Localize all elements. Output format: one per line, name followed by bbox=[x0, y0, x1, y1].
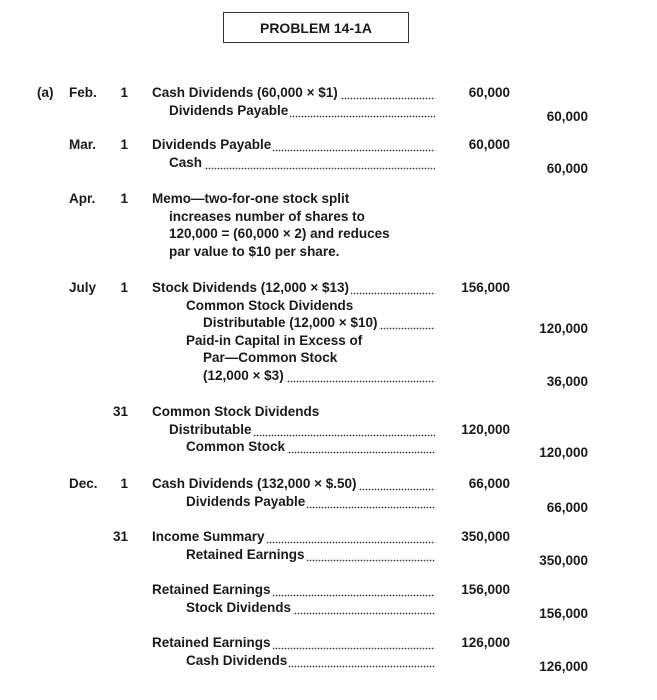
credit-amount: 36,000 bbox=[546, 374, 588, 389]
debit-amount: 66,000 bbox=[468, 476, 510, 491]
problem-title: PROBLEM 14-1A bbox=[223, 12, 409, 43]
entry-description bbox=[186, 546, 435, 563]
entry-description bbox=[152, 475, 435, 492]
credit-amount: 120,000 bbox=[539, 445, 588, 461]
entry-description bbox=[152, 136, 435, 153]
debit-amount: 120,000 bbox=[461, 421, 510, 437]
entry-day: 1 bbox=[120, 476, 128, 491]
entry-description-text: Cash bbox=[169, 154, 203, 170]
credit-amount: 60,000 bbox=[546, 160, 588, 176]
entry-description-text: Retained Earnings bbox=[152, 635, 271, 650]
debit-amount: 156,000 bbox=[461, 582, 510, 597]
entry-description-text: (12,000 × $3) bbox=[203, 368, 284, 383]
debit-amount: 60,000 bbox=[468, 137, 510, 152]
entry-description-text: Common Stock Dividends bbox=[152, 404, 320, 419]
entry-month: Apr. bbox=[69, 191, 96, 206]
entry-day: 1 bbox=[120, 280, 128, 295]
entry-description-text: 120,000 = (60,000 × 2) and reduces bbox=[169, 226, 390, 242]
entry-description bbox=[152, 190, 349, 207]
credit-amount: 60,000 bbox=[546, 108, 588, 124]
entry-description bbox=[186, 438, 435, 455]
entry-description bbox=[169, 421, 435, 438]
part-label: (a) bbox=[37, 85, 54, 100]
entry-description-text: Memo—two-for-one stock split bbox=[152, 191, 350, 206]
debit-amount: 126,000 bbox=[461, 635, 510, 650]
entry-month: July bbox=[69, 280, 97, 295]
entry-description bbox=[169, 102, 435, 119]
entry-description-text: Paid-in Capital in Excess of bbox=[186, 332, 363, 348]
credit-amount: 66,000 bbox=[546, 499, 588, 515]
entry-day: 1 bbox=[120, 137, 128, 152]
entry-description bbox=[186, 599, 435, 616]
entry-description-text: Dividends Payable bbox=[186, 493, 306, 509]
entry-description bbox=[203, 314, 435, 331]
entry-description-text: Common Stock Dividends bbox=[186, 297, 354, 313]
debit-amount: 60,000 bbox=[468, 85, 510, 100]
credit-amount: 120,000 bbox=[539, 321, 588, 337]
entry-description bbox=[169, 208, 365, 225]
entry-description-text: Distributable bbox=[169, 421, 252, 437]
entry-day: 1 bbox=[120, 85, 128, 100]
entry-description-text: Cash Dividends (60,000 × $1) bbox=[152, 85, 338, 100]
entry-description-text: Cash Dividends (132,000 × $.50) bbox=[152, 476, 357, 491]
entry-description bbox=[152, 403, 319, 420]
debit-amount: 156,000 bbox=[461, 280, 510, 295]
credit-amount: 156,000 bbox=[539, 605, 588, 621]
entry-day: 1 bbox=[120, 191, 128, 206]
entry-description-text: Stock Dividends bbox=[186, 599, 292, 615]
entry-description-text: Income Summary bbox=[152, 529, 265, 544]
entry-description bbox=[152, 634, 435, 651]
debit-amount: 350,000 bbox=[461, 529, 510, 544]
entry-description bbox=[203, 349, 337, 366]
entry-description bbox=[186, 297, 353, 314]
credit-amount: 126,000 bbox=[539, 658, 588, 674]
entry-description bbox=[152, 528, 435, 545]
entry-month: Dec. bbox=[69, 476, 98, 491]
entry-description bbox=[169, 154, 435, 171]
entry-description-text: par value to $10 per share. bbox=[169, 243, 340, 259]
entry-month: Mar. bbox=[69, 137, 97, 152]
entry-description bbox=[152, 581, 435, 598]
entry-description bbox=[152, 84, 435, 101]
entry-description-text: Retained Earnings bbox=[152, 582, 271, 597]
entry-description bbox=[152, 279, 435, 296]
entry-description bbox=[186, 332, 362, 349]
entry-description-text: Retained Earnings bbox=[186, 546, 305, 562]
entry-description bbox=[169, 225, 390, 242]
entry-description-text: Dividends Payable bbox=[169, 102, 289, 118]
entry-description-text: Stock Dividends (12,000 × $13) bbox=[152, 280, 349, 295]
entry-day: 31 bbox=[112, 404, 128, 419]
entry-description-text: Dividends Payable bbox=[152, 137, 272, 152]
entry-description bbox=[169, 243, 339, 260]
entry-day: 31 bbox=[112, 529, 128, 544]
entry-description-text: Distributable (12,000 × $10) bbox=[203, 315, 378, 331]
entry-description-text: Common Stock bbox=[186, 439, 286, 455]
entry-description bbox=[203, 367, 435, 384]
entry-description bbox=[186, 493, 435, 510]
entry-description-text: Cash Dividends bbox=[186, 652, 288, 668]
entry-month: Feb. bbox=[69, 85, 97, 100]
entry-description bbox=[186, 652, 435, 669]
credit-amount: 350,000 bbox=[539, 552, 588, 568]
entry-description-text: increases number of shares to bbox=[169, 208, 365, 224]
entry-description-text: Par—Common Stock bbox=[203, 350, 338, 366]
